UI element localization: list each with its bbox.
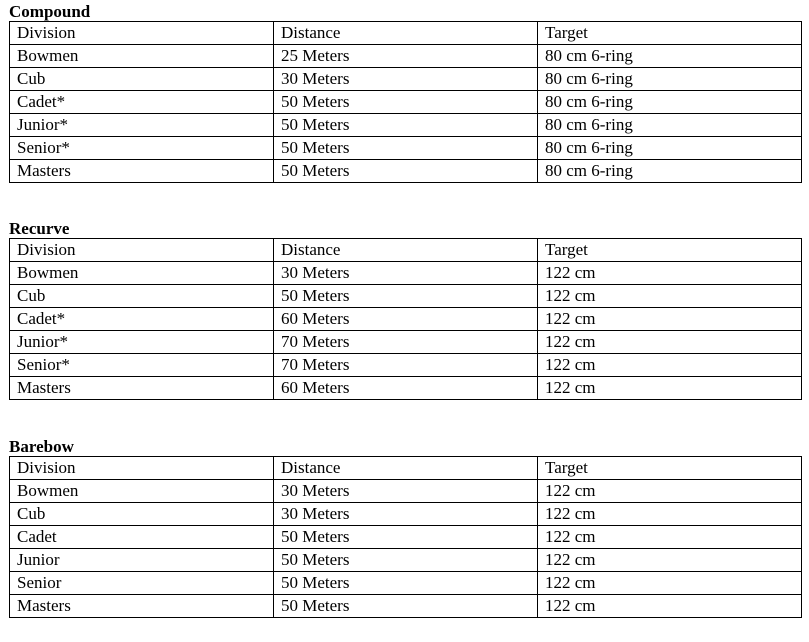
cell-distance: 50 Meters [274, 549, 538, 572]
cell-target: 122 cm [538, 262, 802, 285]
cell-division: Senior* [10, 354, 274, 377]
cell-distance: 50 Meters [274, 285, 538, 308]
cell-distance: 30 Meters [274, 480, 538, 503]
cell-distance: 50 Meters [274, 137, 538, 160]
table-header-row [10, 239, 802, 262]
table-row [10, 572, 802, 595]
header-target: Target [538, 457, 802, 480]
recurve-section [9, 219, 801, 400]
header-distance: Distance [274, 22, 538, 45]
header-distance: Distance [274, 457, 538, 480]
header-distance: Distance [274, 239, 538, 262]
cell-division: Bowmen [10, 480, 274, 503]
cell-division: Cub [10, 68, 274, 91]
table-row [10, 45, 802, 68]
cell-division: Junior [10, 549, 274, 572]
cell-target: 122 cm [538, 308, 802, 331]
cell-distance: 25 Meters [274, 45, 538, 68]
table-header-row [10, 22, 802, 45]
cell-division: Junior* [10, 331, 274, 354]
cell-division: Cadet [10, 526, 274, 549]
cell-target: 122 cm [538, 595, 802, 618]
table-row [10, 480, 802, 503]
table-row [10, 377, 802, 400]
barebow-section [9, 437, 801, 618]
table-row [10, 285, 802, 308]
cell-target: 80 cm 6-ring [538, 91, 802, 114]
section-title: Barebow [9, 437, 74, 456]
header-target: Target [538, 239, 802, 262]
cell-target: 122 cm [538, 285, 802, 308]
cell-target: 122 cm [538, 572, 802, 595]
cell-division: Masters [10, 160, 274, 183]
cell-distance: 30 Meters [274, 68, 538, 91]
table-row [10, 503, 802, 526]
cell-target: 122 cm [538, 377, 802, 400]
cell-division: Bowmen [10, 45, 274, 68]
table-row [10, 354, 802, 377]
header-division: Division [10, 239, 274, 262]
cell-target: 80 cm 6-ring [538, 160, 802, 183]
cell-target: 80 cm 6-ring [538, 45, 802, 68]
cell-distance: 50 Meters [274, 114, 538, 137]
cell-distance: 70 Meters [274, 331, 538, 354]
table-row [10, 91, 802, 114]
cell-target: 122 cm [538, 526, 802, 549]
table-row [10, 137, 802, 160]
barebow-table [9, 456, 802, 618]
cell-division: Senior* [10, 137, 274, 160]
cell-division: Masters [10, 377, 274, 400]
cell-division: Cub [10, 503, 274, 526]
cell-division: Cadet* [10, 91, 274, 114]
table-row [10, 549, 802, 572]
cell-distance: 70 Meters [274, 354, 538, 377]
recurve-table [9, 238, 802, 400]
cell-distance: 50 Meters [274, 572, 538, 595]
cell-distance: 50 Meters [274, 526, 538, 549]
cell-division: Masters [10, 595, 274, 618]
header-division: Division [10, 22, 274, 45]
table-row [10, 114, 802, 137]
cell-division: Senior [10, 572, 274, 595]
cell-target: 122 cm [538, 480, 802, 503]
compound-section [9, 2, 801, 183]
cell-distance: 30 Meters [274, 503, 538, 526]
cell-distance: 30 Meters [274, 262, 538, 285]
cell-target: 80 cm 6-ring [538, 68, 802, 91]
table-row [10, 595, 802, 618]
cell-distance: 50 Meters [274, 91, 538, 114]
compound-table [9, 21, 802, 183]
cell-division: Cub [10, 285, 274, 308]
cell-division: Bowmen [10, 262, 274, 285]
header-division: Division [10, 457, 274, 480]
section-title: Recurve [9, 219, 70, 238]
cell-division: Junior* [10, 114, 274, 137]
header-target: Target [538, 22, 802, 45]
cell-distance: 60 Meters [274, 308, 538, 331]
cell-distance: 50 Meters [274, 595, 538, 618]
table-header-row [10, 457, 802, 480]
cell-target: 122 cm [538, 503, 802, 526]
cell-target: 122 cm [538, 331, 802, 354]
cell-target: 80 cm 6-ring [538, 137, 802, 160]
table-row [10, 526, 802, 549]
cell-distance: 50 Meters [274, 160, 538, 183]
cell-target: 122 cm [538, 549, 802, 572]
cell-distance: 60 Meters [274, 377, 538, 400]
table-row [10, 262, 802, 285]
table-row [10, 331, 802, 354]
table-row [10, 68, 802, 91]
cell-target: 122 cm [538, 354, 802, 377]
cell-target: 80 cm 6-ring [538, 114, 802, 137]
cell-division: Cadet* [10, 308, 274, 331]
table-row [10, 308, 802, 331]
section-title: Compound [9, 2, 91, 21]
table-row [10, 160, 802, 183]
